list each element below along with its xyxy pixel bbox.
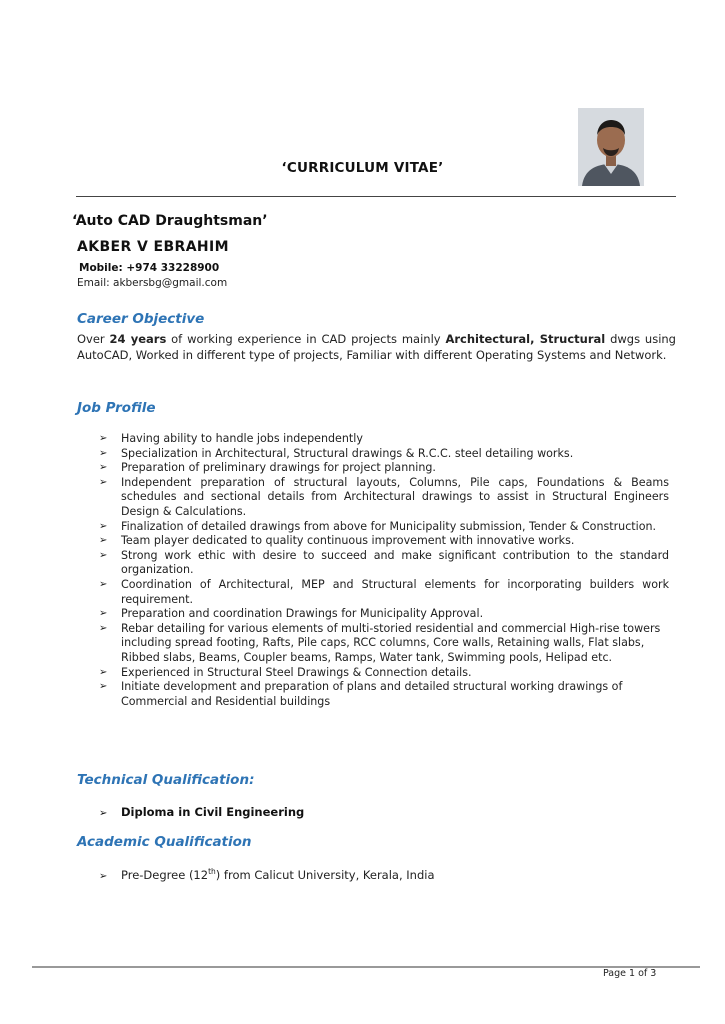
list-item-text: Independent preparation of structural layouts, Columns, Pile caps, Foundations & Beams schedules and sectional details from Architectural drawings to assist in Structural Engineers Design & Calculations. bbox=[121, 475, 669, 518]
list-item-text: Finalization of detailed drawings from above for Municipality submission, Tender & Construction. bbox=[121, 519, 657, 533]
arrowhead-bullet-icon: ➢ bbox=[99, 622, 108, 634]
list-item bbox=[99, 432, 669, 447]
list-item bbox=[99, 476, 669, 520]
career-objective-text bbox=[77, 332, 676, 363]
list-item bbox=[99, 622, 669, 666]
footer-divider bbox=[32, 966, 700, 968]
arrowhead-bullet-icon: ➢ bbox=[99, 433, 108, 444]
academic-text-end: ) from Calicut University, Kerala, India bbox=[215, 867, 435, 882]
job-profile-heading: Job Profile bbox=[77, 400, 156, 416]
arrowhead-bullet-icon: ➢ bbox=[99, 549, 108, 561]
profile-photo bbox=[578, 108, 644, 186]
email-address: Email: akbersbg@gmail.com bbox=[77, 277, 228, 289]
list-item bbox=[99, 607, 669, 622]
career-years: 24 years bbox=[109, 332, 167, 346]
job-title: ‘Auto CAD Draughtsman’ bbox=[72, 213, 268, 229]
technical-qualification-item bbox=[99, 805, 304, 819]
list-item-text: Team player dedicated to quality continuous improvement with innovative works. bbox=[121, 534, 575, 548]
career-text-middle: of working experience in CAD projects mainly bbox=[166, 332, 446, 346]
arrowhead-bullet-icon: ➢ bbox=[99, 870, 108, 882]
academic-qualification-heading: Academic Qualification bbox=[77, 834, 252, 850]
list-item-text: Preparation of preliminary drawings for project planning. bbox=[121, 461, 436, 475]
list-item-text: Specialization in Architectural, Structural drawings & R.C.C. steel detailing works. bbox=[121, 446, 574, 460]
list-item bbox=[99, 461, 669, 476]
list-item-text: Strong work ethic with desire to succeed and make significant contribution to the standard organization. bbox=[121, 548, 669, 577]
list-item-text: Coordination of Architectural, MEP and Structural elements for incorporating builders work requirement. bbox=[121, 577, 669, 606]
arrowhead-bullet-icon: ➢ bbox=[99, 476, 108, 488]
list-item bbox=[99, 578, 669, 607]
arrowhead-bullet-icon: ➢ bbox=[99, 535, 108, 547]
arrowhead-bullet-icon: ➢ bbox=[99, 447, 108, 459]
candidate-name: AKBER V EBRAHIM bbox=[77, 239, 229, 255]
arrowhead-bullet-icon: ➢ bbox=[99, 520, 108, 532]
document-title: ‘CURRICULUM VITAE’ bbox=[281, 160, 444, 176]
arrowhead-bullet-icon: ➢ bbox=[99, 578, 108, 590]
career-text-end: dwgs using AutoCAD, Worked in different type of projects, Familiar with different Operating Systems and Network. bbox=[77, 332, 676, 362]
career-fields: Architectural, Structural bbox=[445, 332, 606, 346]
list-item bbox=[99, 549, 669, 578]
list-item bbox=[99, 666, 669, 681]
academic-text-start: Pre-Degree (12 bbox=[121, 867, 209, 882]
job-profile-list bbox=[99, 432, 669, 709]
technical-qualification-text: Diploma in Civil Engineering bbox=[121, 805, 305, 819]
academic-superscript: th bbox=[208, 867, 216, 876]
career-text-start: Over bbox=[77, 332, 110, 346]
arrowhead-bullet-icon: ➢ bbox=[99, 808, 108, 819]
list-item bbox=[99, 680, 669, 709]
page-number: Page 1 of 3 bbox=[603, 968, 657, 979]
technical-qualification-heading: Technical Qualification: bbox=[77, 772, 255, 788]
arrowhead-bullet-icon: ➢ bbox=[99, 666, 108, 678]
list-item-text: Having ability to handle jobs independently bbox=[121, 432, 363, 445]
mobile-number: Mobile: +974 33228900 bbox=[79, 262, 220, 274]
profile-photo-image bbox=[578, 108, 644, 186]
list-item bbox=[99, 520, 669, 535]
arrowhead-bullet-icon: ➢ bbox=[99, 462, 108, 474]
list-item bbox=[99, 534, 669, 549]
academic-qualification-item bbox=[99, 867, 435, 882]
list-item-text: Rebar detailing for various elements of multi-storied residential and commercial High-rise towers including spread footing, Rafts, Pile caps, RCC columns, Core walls, Retaining walls, Flat slabs, Ribbed slabs, Beams, Coupler beams, Ramps, Water tank, Swimming pools, Helipad etc. bbox=[121, 621, 661, 664]
list-item-text: Experienced in Structural Steel Drawings & Connection details. bbox=[121, 665, 472, 679]
arrowhead-bullet-icon: ➢ bbox=[99, 608, 108, 620]
header-divider bbox=[76, 196, 676, 197]
list-item-text: Preparation and coordination Drawings for Municipality Approval. bbox=[121, 607, 484, 621]
arrowhead-bullet-icon: ➢ bbox=[99, 681, 108, 693]
career-objective-heading: Career Objective bbox=[77, 311, 205, 327]
list-item-text: Initiate development and preparation of plans and detailed structural working drawings of Commercial and Residential buildings bbox=[121, 680, 623, 708]
list-item bbox=[99, 447, 669, 462]
